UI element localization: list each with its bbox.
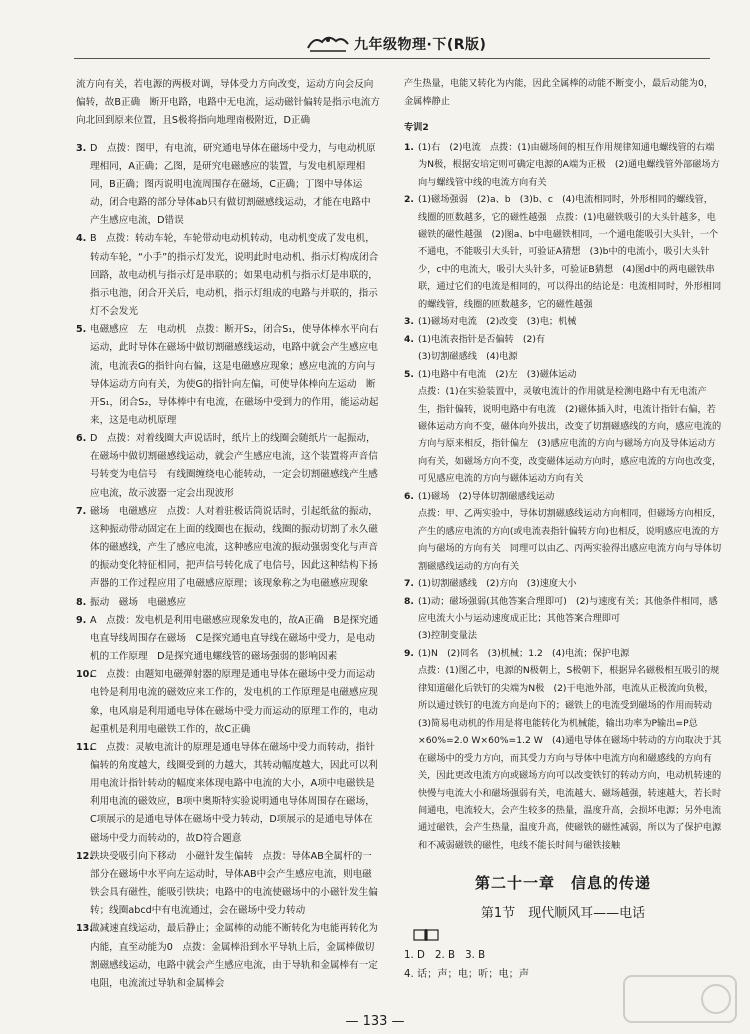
answer-number: 12. xyxy=(76,850,93,862)
answer-number: 7. xyxy=(76,505,87,517)
answer-number: 9. xyxy=(404,647,414,659)
answer-number: 5. xyxy=(76,324,87,336)
answer-item xyxy=(76,848,380,921)
answer-text: (1)磁场对电流 (2)改变 (3)电；机械 xyxy=(418,316,577,328)
answer-text: 做减速直线运动，最后静止；金属棒的动能不断转化为电能再转化为内能，直至动能为0 点拨：金属棒沿到水平导轨上后，金属棒做切割磁感线运动，电路中就会产生感应电流，由于导轨和金属棒有一定电阻，电流流过导轨和金属棒会 xyxy=(90,923,378,989)
answer-text: 磁场 电磁感应 点拨：人对着驻极话筒说话时，引起纸盆的振动，这种振动带动固定在上面的线圈也在振动，线圈的振动切割了永久磁体的磁感线，产生了感应电流，这种感应电流的振动强弱变化与声音的振动变化特征相同，把声信号转化成了电信号，因此这种结构下扬声器的工作过程应用了电磁感应原理；该现象称之为电磁感应现象 xyxy=(90,505,378,590)
answer-number: 3. xyxy=(76,142,87,154)
answer-item xyxy=(76,321,380,430)
answer-number: 10. xyxy=(76,669,93,681)
answer-item xyxy=(404,645,722,854)
right-answer-list xyxy=(404,139,722,855)
right-intro-paragraph: 产生热量，电能又转化为内能，因此全属棒的动能不断变小，最后动能为0，金属棒静止 xyxy=(404,78,714,107)
right-column xyxy=(404,66,722,854)
answer-text: (1)N (2)同名 (3)机械；1.2 (4)电流；保护电源 点拨：(1)图乙中，电源的N极朝上，S极朝下，根据异名磁极相互吸引的规律知道磁化后铁钉的尖端为N极 (2)干电池外部，电流从正极流向负极，所以通过铁钉的电流方向是向下的；磁铁上的电流受到磁场的作用而转动 (3)简易电动机的作用是将电能转化为机械能，输出功率为P输出=P总×60%=2.0 W×60%=1.2 W (4)通电导体在磁场中转动的方向取决于其在磁场中的受力方向，而其受力方向与导体中电流方向和磁感线的方向有关，因此更改电流方向或磁场方向可以改变铁钉的转动方向，电动机转速的快慢与电流大小和磁场强弱有关，电流越大、磁场越强，转速越大，若长时间通电，电流较大，会产生较多的热量，温度升高，会损坏电源；另外电流通过磁铁，会产生热量，温度升高，使磁铁的磁性减弱，所以为了保护电源和不减弱磁铁的磁性，电线不能长时间与磁铁接触 xyxy=(418,647,722,851)
answer-text: 铁块受吸引向下移动 小磁针发生偏转 点拨：导体AB全属杆的一部分在磁场中水平向左运动时，导体AB中会产生感应电流，则电磁铁会具有磁性，能吸引铁块；电路中的电流使磁场中的小磁针发生偏转；线圈abcd中有电流通过，会在磁场中受力转动 xyxy=(90,850,378,917)
answer-text: C 点拨：灵敏电流计的原理是通电导体在磁场中受力而转动，指针偏转的角度越大，线圈受到的力越大，其转动幅度越大，因此可以利用电流计指针转动的幅度来体现电路中电流的大小，A项中电磁铁是利用电流的磁效应，B项中奥斯特实验说明通电导体周围存在磁场，C项展示的是通电导体在磁场中受力转动，D项展示的是通电导体在磁场中受力而转动的，故D符合题意 xyxy=(90,741,378,844)
answer-line: 1. D 2. B 3. B xyxy=(404,950,486,961)
answer-item xyxy=(76,666,385,739)
book-icon xyxy=(413,928,439,942)
answer-text: C 点拨：由题知电磁弹射器的原理是通电导体在磁场中受力而运动 电铃是利用电流的磁效应来工作的，发电机的工作原理是电磁感应现象，电风扇是利用通电导体在磁场中受力而运动的原理工作的，电动起重机是利用电磁铁工作的，故C正确 xyxy=(90,669,385,735)
answer-item xyxy=(404,191,722,313)
answer-number: 4. xyxy=(404,333,414,345)
answer-item xyxy=(76,430,380,503)
answer-text: D 点拨：对着线圈大声说话时，纸片上的线圈会随纸片一起振动，在磁场中做切割磁感线运动，就会产生感应电流，这个装置将声音信号转变为电信号 有线圈缠绕电心能转动，一定会切割磁感线产生感应电流，故示波器一定会出现波形 xyxy=(90,433,378,499)
special-training-title: 专训2 xyxy=(404,122,429,134)
answer-number: 11. xyxy=(76,741,93,753)
answer-number: 1. xyxy=(404,141,414,153)
answer-number: 2. xyxy=(404,194,414,206)
answer-item xyxy=(404,488,722,575)
answer-item xyxy=(404,139,722,191)
answer-item xyxy=(76,594,380,612)
answer-item xyxy=(404,593,722,645)
header-divider xyxy=(74,58,710,59)
answer-text: (1)动；磁场强弱(其他答案合理即可) (2)与速度有关；其他条件相同，感应电流大小与运动速度成正比；其他答案合理即可 (3)控制变量法 xyxy=(418,595,718,642)
answer-text: (1)右 (2)电流 点拨：(1)由磁场间的相互作用规律知通电螺线管的右端为N极，根据安培定则可确定电源的A端为正极 (2)通电螺线管外部磁场方向与螺线管中线的电流方向有关 xyxy=(418,141,720,188)
answer-item xyxy=(76,612,380,666)
answer-item xyxy=(76,140,380,231)
answer-item xyxy=(76,503,380,594)
answer-number: 8. xyxy=(76,596,87,608)
left-column xyxy=(76,66,385,993)
answer-text: A 点拨：发电机是利用电磁感应现象发电的，故A正确 B是探究通电直导线周围存在磁场 C是探究通电直导线在磁场中受力，是电动机的工作原理 D是探究通电螺线管的磁场强弱的影响因素 xyxy=(90,614,379,663)
answer-number: 9. xyxy=(76,614,87,626)
answer-number: 6. xyxy=(76,433,87,445)
answer-number: 7. xyxy=(404,578,414,590)
page-header xyxy=(0,0,750,62)
answer-text: D 点拨：图甲，有电流，研究通电导体在磁场中受力，与电动机原理相同，A正确；乙图，是研究电磁感应的装置，与发电机原理相同，B正确；图丙说明电流周围存在磁场，C正确；丁图中导体运动，闭合电路的部分导体ab只有做切割磁感线运动，才能在电路中产生感应电流，D错误 xyxy=(90,142,376,227)
answer-text: (1)磁场 (2)导体切割磁感线运动 点拨：甲、乙两实验中，导体切割磁感线运动方向相同，但磁场方向相反，产生的感应电流的方向(或电流表指针偏转方向)也相反，说明感应电流的方向与磁场的方向有关 同理可以由乙、丙两实验得出感应电流方向与导体切割磁感线运动的方向有关 xyxy=(418,490,722,572)
left-answer-list xyxy=(76,140,385,993)
answer-text: (1)电路中有电流 (2)左 (3)磁体运动 点拨：(1)在实验装置中，灵敏电流计的作用就是检测电路中有无电流产生，指针偏转，说明电路中有电流 (2)磁体插入时，电流计指针右偏，若磁体运动方向不变，磁体向外拔出，改变了切割磁感线的方向，感应电流的方向与原来相反，指针偏左 (3)感应电流的方向与磁场方向及导体运动方向有关，如磁场方向不变，改变磁体运动方向时，感应电流的方向也改变，可见感应电流的方向与磁体运动方向有关 xyxy=(418,368,722,485)
answer-number: 3. xyxy=(404,316,414,328)
answer-item xyxy=(404,313,722,330)
page-number: — 133 — xyxy=(345,1014,405,1029)
answer-item xyxy=(76,920,380,993)
answer-item xyxy=(404,331,722,366)
left-intro-paragraph: 流方向有关，若电源的两极对调，导体受力方向改变，运动方向会反向偏转，故B正确 断开电路，电路中无电流，运动磁针偏转是指示电流方向北回到原来位置，且S极将指向地理南极附近，D正确 xyxy=(76,78,380,126)
answer-line: 4. 话；声；电；听；电；声 xyxy=(404,969,530,980)
chapter-title: 第二十一章 信息的传递 xyxy=(474,874,651,892)
answer-item xyxy=(76,739,380,848)
answer-text: (1)磁场强弱 (2)a、b (3)b、c (4)电流相同时，外形相同的螺线管，线圈的匝数越多，它的磁性越强 点拨：(1)电磁铁吸引的大头针越多，电磁铁的磁性越强 (2)图a、b中电磁铁相同，一个通电能吸引大头针，一个不通电，不能吸引大头针，可验证A猜想 (3)b中的电流小，吸引大头针少，c中的电流大，吸引大头针多，可验证B猜想 (4)图d中的两电磁铁串联，通过它们的电流是相同的，可以得出的结论是：电流相同时，外形相同的螺线管，线圈的匝数越多，它的磁性越强 xyxy=(418,194,722,310)
answer-number: 4. xyxy=(76,233,87,245)
answer-text: 振动 磁场 电磁感应 xyxy=(90,596,186,608)
lesson-title: 第1节 现代顺风耳——电话 xyxy=(480,906,646,921)
answer-text: (1)切割磁感线 (2)方向 (3)速度大小 xyxy=(418,578,577,590)
answer-number: 6. xyxy=(404,490,414,502)
answer-item xyxy=(76,230,380,321)
answer-number: 8. xyxy=(404,595,414,607)
watermark-stamp-icon xyxy=(620,970,740,1030)
answer-number: 5. xyxy=(404,368,414,380)
series-logo-icon xyxy=(306,32,350,54)
answer-text: B 点拨：转动车轮，车轮带动电动机转动，电动机变成了发电机，转动车轮，“小手”的指示灯发光，说明此时电动机、指示灯构成闭合回路，故电动机与指示灯是串联的；如果电动机与指示灯是串联的，指示电池，闭合开关后，电动机，指示灯组成的电路与并联的，指示灯不会发光 xyxy=(90,233,379,318)
answer-text: 电磁感应 左 电动机 点拨：断开S₂，闭合S₁，使导体棒水平向右运动，此时导体在磁场中做切割磁感线运动，电路中就会产生感应电流，电流表G的指针向右偏，这是电磁感应现象；感应电流的方向与导体运动方向有关，为使G的指针向左偏，可使导体棒向左运动 断开S₁，闭合S₂，导体棒中有电流，在磁场中受到力的作用，能运动起来，这是电动机原理 xyxy=(90,324,379,426)
answer-item xyxy=(404,366,722,488)
header-title: 九年级物理·下(R版) xyxy=(354,37,487,53)
answer-text: (1)电流表指针是否偏转 (2)有 (3)切割磁感线 (4)电源 xyxy=(418,333,546,363)
answer-number: 13. xyxy=(76,923,93,935)
answer-item xyxy=(404,575,722,592)
